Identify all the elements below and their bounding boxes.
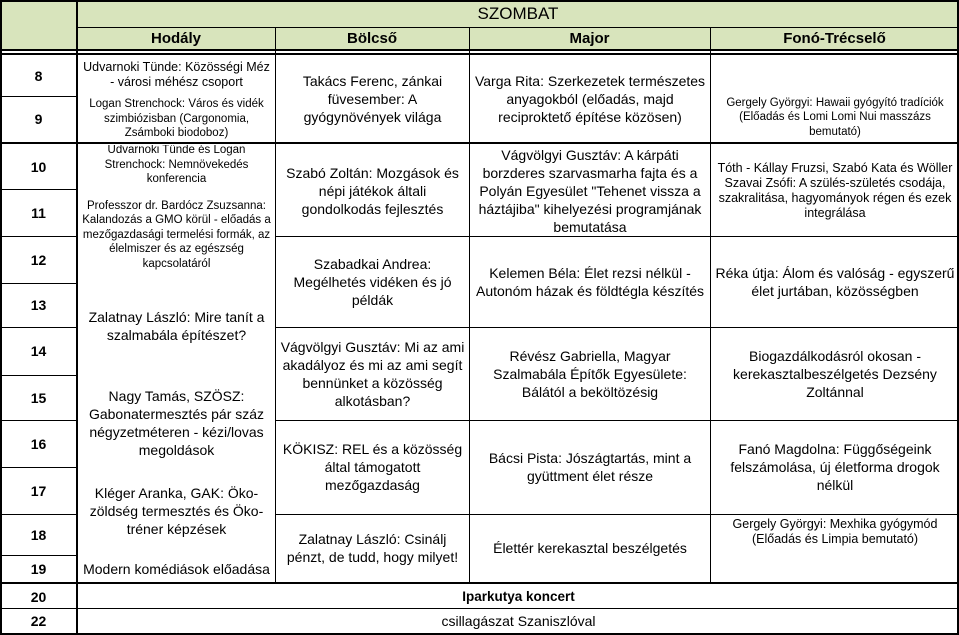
session-bolcso-5: KÖKISZ: REL és a közösség által támogatott mezőgazdaság [276,420,469,514]
hour-label: 12 [0,236,77,283]
grid-line [710,27,711,582]
grid-line [0,53,959,55]
hour-label: 13 [0,283,77,327]
venue-fono: Fonó-Trécselő [710,27,959,49]
grid-line [0,420,77,421]
grid-line [276,236,959,237]
session-hodaly-4: Professzor dr. Bardócz Zsuzsanna: Kalandozás a GMO körül - előadás a mezőgazdasági termelési formák, az élelmiszer és az egészség kapcsolatáról [78,196,275,274]
hour-label: 10 [0,145,77,189]
grid-line [0,514,77,515]
session-major-6: Élettér kerekasztal beszélgetés [470,514,710,582]
session-bolcso-3: Szabadkai Andrea: Megélhetés vidéken és jó példák [276,236,469,327]
grid-line [0,327,77,328]
session-fono-6: Gergely Györgyi: Mexhika gyógymód (Előadás és Limpia bemutató) [711,514,959,550]
grid-line [0,142,959,144]
session-hodaly-3: Udvarnoki Tünde és Logan Strenchock: Nemnövekedés konferencia [78,145,275,185]
session-major-3: Kelemen Béla: Élet rezsi nélkül - Autonóm házak és földtégla készítés [470,236,710,327]
session-hodaly-1: Udvarnoki Tünde: Közösségi Méz - városi méhész csoport [78,55,275,95]
session-bolcso-1: Takács Ferenc, zánkai füvesember: A gyógynövények világa [276,55,469,142]
grid-line [276,420,959,421]
grid-line [276,514,959,515]
grid-line [0,467,77,468]
hour-label: 17 [0,467,77,514]
session-hodaly-7: Kléger Aranka, GAK: Öko-zöldség termesztés és Öko-tréner képzések [78,482,275,540]
footer-astronomy: csillagászat Szaniszlóval [78,608,959,633]
session-major-4: Révész Gabriella, Magyar Szalmabála Építők Egyesülete: Bálától a beköltözésig [470,327,710,420]
hour-label: 14 [0,327,77,375]
session-major-2: Vágvölgyi Gusztáv: A kárpáti borzderes szarvasmarha fajta és a Polyán Egyesület "Tehenet vissza a háztájiba" kihelyezési programjának bemutatása [470,145,710,236]
session-hodaly-5: Zalatnay László: Mire tanít a szalmabála építészet? [78,303,275,349]
hour-label: 18 [0,514,77,555]
grid-line [0,49,959,51]
corner-cell [0,0,77,49]
grid-line [0,375,77,376]
grid-line [0,189,77,190]
hour-label: 8 [0,55,77,96]
day-title: SZOMBAT [77,0,959,27]
session-hodaly-8: Modern komédiások előadása [78,556,275,582]
session-fono-2: Tóth - Kállay Fruzsi, Szabó Kata és Wöller Szavai Zsófi: A szülés-születés csodája, szakralitása, hagyományok régen és ezek integrálása [711,145,959,236]
venue-hodaly: Hodály [77,27,275,49]
hour-label: 16 [0,420,77,467]
grid-line [77,27,959,28]
session-fono-1: Gergely Györgyi: Hawaii gyógyító tradíciók (Előadás és Lomi Lomi Nui masszázs bemutató) [711,55,959,142]
grid-line [0,96,77,97]
venue-bolcso: Bölcső [275,27,469,49]
session-fono-3: Réka útja: Álom és valóság - egyszerű élet jurtában, közösségben [711,236,959,327]
session-major-5: Bácsi Pista: Jószágtartás, mint a gyüttment élet része [470,420,710,514]
hour-label: 11 [0,189,77,236]
grid-line [469,27,470,582]
hour-label: 19 [0,555,77,582]
grid-line [275,27,276,582]
grid-line [0,582,959,584]
grid-line [0,0,959,2]
hour-label: 20 [0,585,77,608]
grid-line [0,283,77,284]
session-bolcso-2: Szabó Zoltán: Mozgások és népi játékok általi gondolkodás fejlesztés [276,145,469,236]
hour-label: 15 [0,375,77,420]
grid-line [276,327,959,328]
session-hodaly-6: Nagy Tamás, SZÖSZ: Gabonatermesztés pár száz négyzetméteren - kézi/lovas megoldások [78,383,275,463]
grid-line [0,608,959,609]
grid-line [76,0,78,635]
session-bolcso-6: Zalatnay László: Csinálj pénzt, de tudd, hogy milyet! [276,514,469,582]
hour-label: 9 [0,96,77,142]
session-fono-4: Biogazdálkodásról okosan - kerekasztalbeszélgetés Dezsény Zoltánnal [711,327,959,420]
venue-major: Major [469,27,710,49]
grid-line [0,555,77,556]
footer-concert: Iparkutya koncert [78,585,959,608]
session-hodaly-2: Logan Strenchock: Város és vidék szimbiózisban (Cargonomia, Zsámboki biodoboz) [78,96,275,142]
grid-line [0,236,77,237]
session-fono-5: Fanó Magdolna: Függőségeink felszámolása, új életforma drogok nélkül [711,420,959,514]
session-major-1: Varga Rita: Szerkezetek természetes anyagokból (előadás, majd reciproktető építése közösen) [470,55,710,142]
grid-line [0,0,2,635]
hour-label: 22 [0,608,77,633]
session-bolcso-4: Vágvölgyi Gusztáv: Mi az ami akadályoz és mi az ami segít bennünket a közösség alkotásban? [276,327,469,420]
